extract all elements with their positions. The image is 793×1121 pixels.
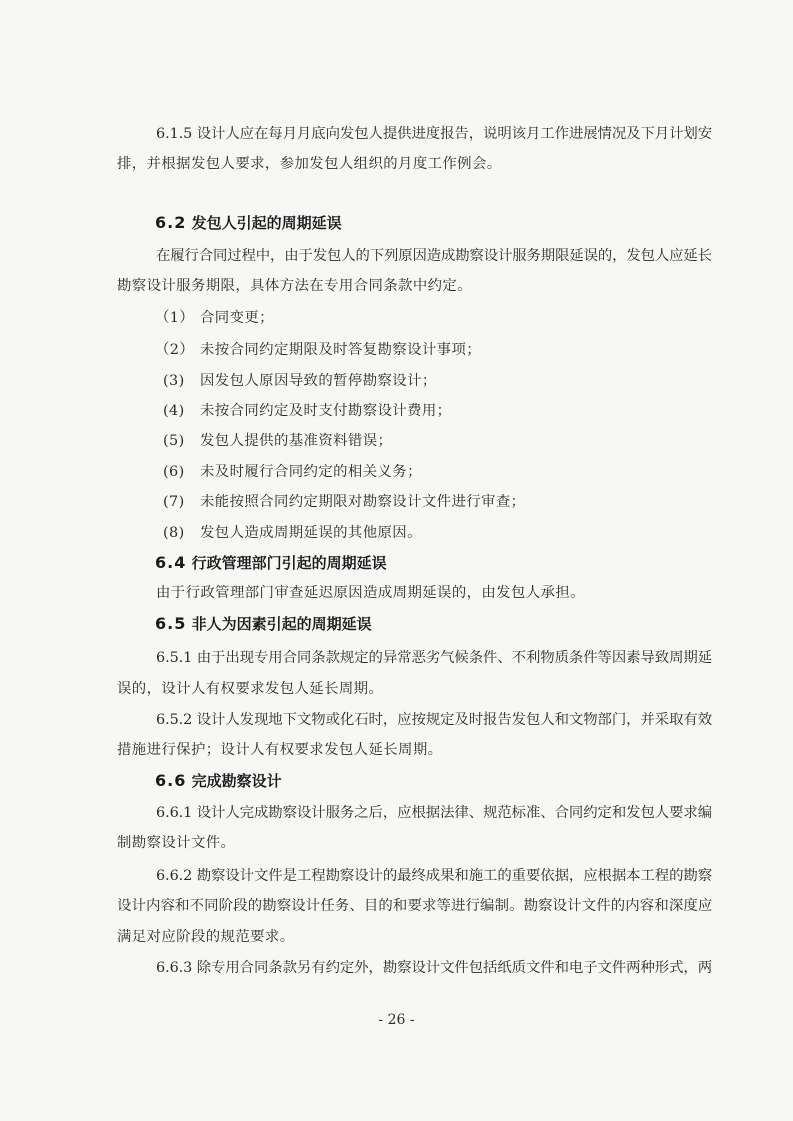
- paragraph-line: 勘察设计服务期限，具体方法在专用合同条款中约定。: [117, 278, 472, 294]
- paragraph-line: 制勘察设计文件。: [117, 835, 236, 851]
- list-item-label: (5): [163, 433, 185, 449]
- heading-number: 6.2: [155, 213, 187, 232]
- list-item: [155, 308, 274, 328]
- list-item-text: 未按合同约定期限及时答复勘察设计事项；: [200, 342, 482, 358]
- list-item: [163, 462, 422, 482]
- list-item-label: (4): [163, 403, 185, 419]
- section-heading-6-4: [155, 553, 387, 573]
- list-item-text: 合同变更；: [200, 310, 274, 326]
- heading-text: 发包人引起的周期延误: [191, 214, 342, 232]
- section-heading-6-5: [155, 614, 372, 634]
- heading-text: 完成勘察设计: [191, 772, 282, 790]
- heading-number: 6.6: [155, 771, 187, 790]
- paragraph-line: 6.6.3 除专用合同条款另有约定外，勘察设计文件包括纸质文件和电子文件两种形式，两: [156, 960, 713, 976]
- section-heading-6-6: [155, 771, 282, 791]
- list-item-label: （2）: [155, 342, 195, 358]
- list-item-label: (8): [163, 525, 185, 541]
- paragraph-line: 满足对应阶段的规范要求。: [117, 929, 295, 945]
- list-item-text: 未按合同约定及时支付勘察设计费用；: [200, 403, 452, 419]
- heading-number: 6.5: [155, 614, 187, 633]
- paragraph-line: 6.1.5 设计人应在每月月底向发包人提供进度报告，说明该月工作进展情况及下月计划安: [156, 126, 713, 142]
- paragraph-line: 措施进行保护；设计人有权要求发包人延长周期。: [117, 742, 443, 758]
- heading-text: 行政管理部门引起的周期延误: [191, 554, 387, 572]
- paragraph-line: 在履行合同过程中，由于发包人的下列原因造成勘察设计服务期限延误的，发包人应延长: [156, 248, 712, 264]
- list-item: [163, 523, 422, 543]
- list-item-label: (6): [163, 464, 185, 480]
- list-item-text: 因发包人原因导致的暂停勘察设计；: [200, 373, 437, 389]
- page-number: - 26 -: [378, 1012, 415, 1028]
- list-item-label: （1）: [155, 310, 195, 326]
- list-item-text: 未能按照合同约定期限对勘察设计文件进行审查；: [200, 494, 526, 510]
- list-item-label: (7): [163, 494, 185, 510]
- list-item: [163, 371, 437, 391]
- paragraph-line: 误的，设计人有权要求发包人延长周期。: [117, 681, 384, 697]
- paragraph-line: 由于行政管理部门审查延迟原因造成周期延误的，由发包人承担。: [156, 585, 585, 601]
- list-item-text: 发包人造成周期延误的其他原因。: [200, 525, 422, 541]
- paragraph-line: 6.6.2 勘察设计文件是工程勘察设计的最终成果和施工的重要依据，应根据本工程的勘察: [156, 868, 713, 884]
- list-item-text: 未及时履行合同约定的相关义务；: [200, 464, 422, 480]
- paragraph-line: 排，并根据发包人要求，参加发包人组织的月度工作例会。: [117, 156, 502, 172]
- paragraph-line: 6.5.1 由于出现专用合同条款规定的异常恶劣气候条件、不利物质条件等因素导致周期延: [156, 650, 713, 666]
- heading-text: 非人为因素引起的周期延误: [191, 615, 372, 633]
- paragraph-line: 6.5.2 设计人发现地下文物或化石时，应按规定及时报告发包人和文物部门，并采取有效: [156, 712, 713, 728]
- heading-number: 6.4: [155, 553, 187, 572]
- list-item-label: (3): [163, 373, 185, 389]
- section-heading-6-2: [155, 213, 342, 233]
- list-item: [163, 431, 393, 451]
- list-item: [163, 492, 526, 512]
- list-item: [163, 401, 452, 421]
- list-item-text: 发包人提供的基准资料错误；: [200, 433, 393, 449]
- paragraph-line: 6.6.1 设计人完成勘察设计服务之后，应根据法律、规范标准、合同约定和发包人要求编: [156, 805, 713, 821]
- list-item: [155, 340, 482, 360]
- paragraph-line: 设计内容和不同阶段的勘察设计任务、目的和要求等进行编制。勘察设计文件的内容和深度应: [117, 898, 713, 914]
